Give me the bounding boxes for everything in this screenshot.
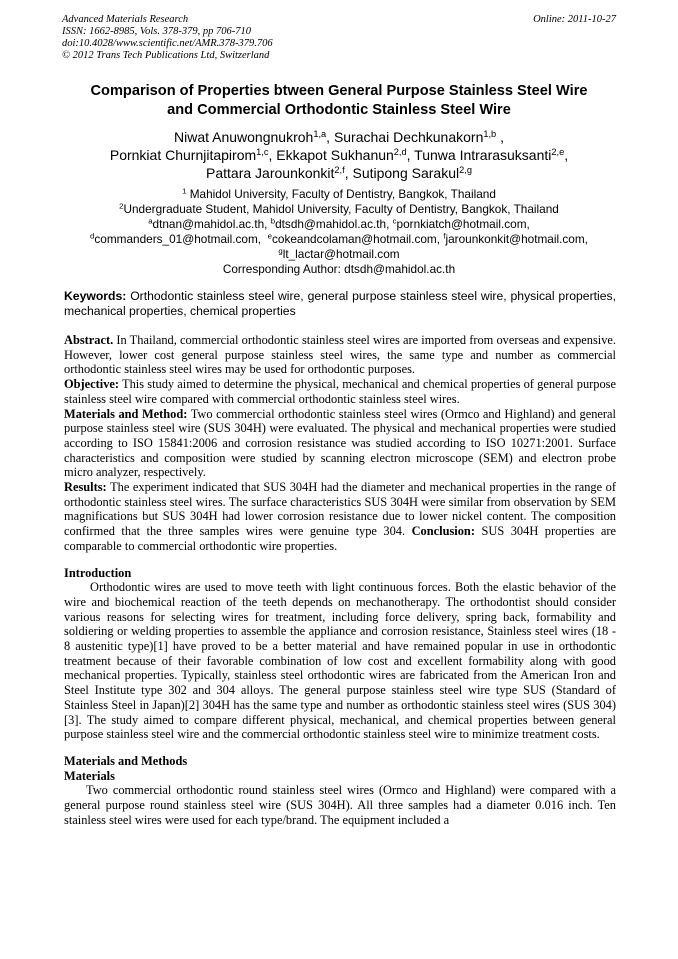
affiliation-2: $^2$Undergraduate Student, Mahidol University, Faculty of Dentistry, Bangkok, Thailand <box>119 201 559 216</box>
abstract-text: In Thailand, commercial orthodontic stainless steel wires are imported from overseas and expensive. However, lower cost general purpose stainless steel wires, the same type and number as commercial orthodontic stainless steel wires may be used for orthodontic purposes. <box>64 333 616 377</box>
author-affil-sup: 2,f <box>334 164 345 175</box>
email-line-3: $^g$lt_lactar@hotmail.com <box>278 246 400 261</box>
journal-name: Advanced Materials Research <box>62 14 189 25</box>
title-line-1: Comparison of Properties btween General Purpose Stainless Steel Wire <box>90 83 588 99</box>
methods-summary-label: Materials and Method: <box>64 406 188 421</box>
keywords <box>64 289 616 319</box>
author-name: Niwat Anuwongnukroh <box>174 129 314 145</box>
results-text: The experiment indicated that SUS 304H had the diameter and mechanical properties in the range of orthodontic stainless steel wires. The surface characteristics SUS 304H were similar from observation by SEM magnifications but SUS 304H had lower corrosion resistance due to lower nickel content. The composition confirmed that the three samples wires were genuine type 304. <box>64 480 616 539</box>
copyright-line: © 2012 Trans Tech Publications Ltd, Switzerland <box>62 50 270 61</box>
affiliations <box>50 187 628 277</box>
email-line-2: $^d$commanders_01@hotmail.com, $^e$cokeandcolaman@hotmail.com, $^f$jarounkonkit@hotmail.com, <box>90 231 588 246</box>
keywords-label: Keywords: <box>64 289 127 303</box>
email-address: dtsdh@mahidol.ac.th, <box>275 217 390 231</box>
author-affil-sup: 2,d <box>393 146 407 157</box>
email-address: commanders_01@hotmail.com, <box>94 232 262 246</box>
conclusion-text: SUS 304H properties are comparable to commercial orthodontic wire properties. <box>64 524 616 553</box>
results-label: Results: <box>64 480 107 495</box>
author-name: Pattara Jarounkonkit <box>206 165 335 181</box>
email-line-1: $^a$dtnan@mahidol.ac.th, $^b$dtsdh@mahidol.ac.th, $^c$pornkiatch@hotmail.com, <box>148 216 530 231</box>
author-affil-sup: 1,c <box>256 146 269 157</box>
author-affil-sup: 2,g <box>459 164 472 175</box>
objective-label: Objective: <box>64 377 120 392</box>
abstract-label: Abstract. <box>64 333 114 347</box>
author-affil-sup: 2,e <box>551 146 565 157</box>
methods-summary-paragraph <box>64 407 616 481</box>
methods-summary-text: Two commercial orthodontic stainless steel wires (Ormco and Highland) and general purpose stainless steel wire (SUS 304H) were evaluated. The physical and mechanical properties were studied according to ISO 15841:2006 and corrosion resistance was studied according to ISO 10271:2001. Surface characteristics and composition were studied by scanning electron microscope (SEM) and electron probe micro analyzer, respectively. <box>64 406 617 480</box>
corresponding-author: Corresponding Author: dtsdh@mahidol.ac.th <box>222 262 456 276</box>
abstract-paragraph <box>64 333 616 377</box>
email-address: dtnan@mahidol.ac.th, <box>152 217 268 231</box>
conclusion-label: Conclusion: <box>411 524 475 539</box>
title-line-2: and Commercial Orthodontic Stainless Steel Wire <box>167 102 511 118</box>
email-address: jarounkonkit@hotmail.com, <box>445 232 588 246</box>
results-paragraph <box>64 480 616 554</box>
author-line-2: Pornkiat Churnjitapirom$^{1,c}$, Ekkapot Sukhanun$^{2,d}$, Tunwa Intrarasuksanti$^{2,e}$, <box>109 146 569 163</box>
author-line-3: Pattara Jarounkonkit$^{2,f}$, Sutipong Sarakul$^{2,g}$ <box>206 164 472 181</box>
author-name: Sutipong Sarakul <box>352 165 460 181</box>
paper-title <box>50 82 628 120</box>
author-name: Ekkapot Sukhanun <box>276 147 394 163</box>
author-list <box>50 128 628 182</box>
keywords-text: Orthodontic stainless steel wire, general purpose stainless steel wire, physical properties, mechanical properties, chemical properties <box>64 289 616 318</box>
journal-header <box>62 14 616 62</box>
online-date: Online: 2011-10-27 <box>533 14 616 25</box>
affiliation-1: $^1$ Mahidol University, Faculty of Dentistry, Bangkok, Thailand <box>182 186 496 201</box>
objective-paragraph <box>64 377 616 406</box>
issn-line: ISSN: 1662-8985, Vols. 378-379, pp 706-710 <box>62 26 251 37</box>
materials-subheading: Materials <box>64 768 115 783</box>
email-address: cokeandcolaman@hotmail.com, <box>271 232 441 246</box>
materials-paragraph: Two commercial orthodontic round stainless steel wires (Ormco and Highland) were compared with a general purpose round stainless steel wire (SUS 304H). All three samples had a diameter 0.016 inch. Ten stainless steel wires were used for each type/brand. The equipment included a <box>64 783 616 827</box>
author-name: Pornkiat Churnjitapirom <box>109 147 257 163</box>
paper-body <box>64 333 616 828</box>
author-affil-sup: 1,a <box>313 128 327 139</box>
email-address: lt_lactar@hotmail.com <box>282 247 400 261</box>
author-name: Tunwa Intrarasuksanti <box>414 147 552 163</box>
introduction-paragraph: Orthodontic wires are used to move teeth with light continuous forces. Both the elastic behavior of the wire and biochemical reaction of the teeth depends on mechanotherapy. The orthodontist should consider various reasons for selecting wires for treatment, including force delivery, spring back, formability and soldiering or welding properties to assemble the appliance and corrosion resistance, Stainless steel wires (18 - 8 austenitic type)[1] have proved to be a better material and have remained popular in use in orthodontic treatment because of their favorable combination of low cost and excellent formability along with good mechanical properties. Typically, stainless steel orthodontic wires are fabricated from the American Iron and Steel Institute type 302 and 304 alloys. The general purpose stainless steel wire type SUS (Standard of Stainless Steel in Japan)[2] 304H has the same type and number as orthodontic stainless steel wires (SUS 304)[3]. The study aimed to compare different physical, mechanical, and chemical properties between general purpose stainless steel wire and the commercial orthodontic stainless steel wire to minimize treatment costs. <box>64 580 616 742</box>
email-address: pornkiatch@hotmail.com, <box>396 217 530 231</box>
methods-heading: Materials and Methods <box>64 753 188 768</box>
objective-text: This study aimed to determine the physical, mechanical and chemical properties of general purpose stainless steel wire compared with commercial orthodontic stainless steel wires. <box>64 377 617 406</box>
doi-line: doi:10.4028/www.scientific.net/AMR.378-379.706 <box>62 38 273 49</box>
introduction-heading: Introduction <box>64 565 132 580</box>
author-name: Surachai Dechkunakorn <box>333 129 484 145</box>
author-affil-sup: 1,b <box>483 128 497 139</box>
author-line-1: Niwat Anuwongnukroh$^{1,a}$, Surachai Dechkunakorn$^{1,b}$ , <box>174 128 504 145</box>
